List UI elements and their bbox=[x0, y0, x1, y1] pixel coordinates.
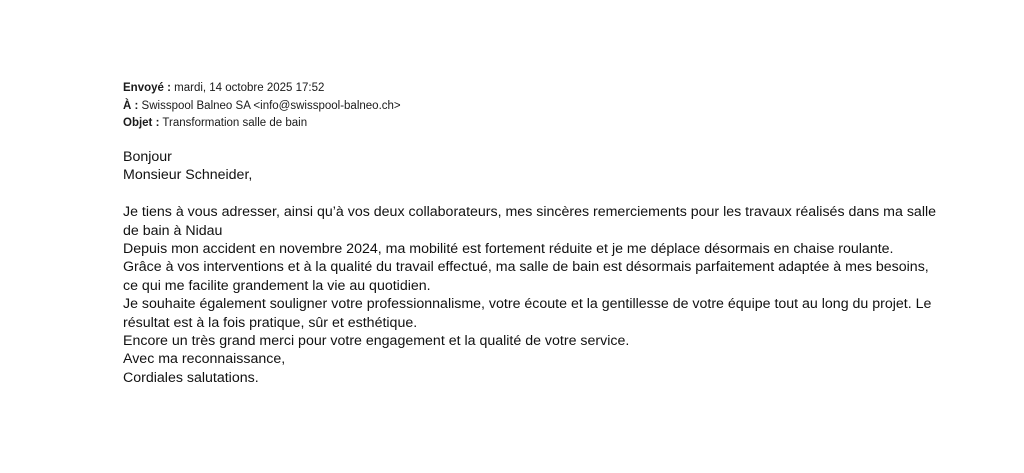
paragraph-1-line-1: Je tiens à vous adresser, ainsi qu’à vos deux collaborateurs, mes sincères remerciements pour les travaux réalisés dans ma salle bbox=[123, 204, 937, 221]
to-label: À : bbox=[123, 99, 139, 112]
sent-row bbox=[123, 80, 401, 98]
subject-row bbox=[123, 115, 401, 133]
paragraph-3-line-2: ce qui me facilite grandement la vie au quotidien. bbox=[123, 277, 431, 294]
paragraph-3-line-1: Grâce à vos interventions et à la qualité du travail effectué, ma salle de bain est désormais parfaitement adaptée à mes besoins, bbox=[123, 259, 929, 276]
subject-label: Objet : bbox=[123, 117, 160, 129]
paragraph-spacer bbox=[123, 185, 963, 203]
paragraph-4-line-2: résultat est à la fois pratique, sûr et esthétique. bbox=[123, 314, 418, 331]
closing-line-1: Avec ma reconnaissance, bbox=[123, 351, 286, 368]
closing-line-2: Cordiales salutations. bbox=[123, 369, 259, 386]
sent-value: mardi, 14 octobre 2025 17:52 bbox=[174, 82, 325, 94]
to-value: Swisspool Balneo SA <info@swisspool-balneo.ch> bbox=[141, 99, 401, 112]
subject-value: Transformation salle de bain bbox=[162, 117, 308, 129]
email-body bbox=[123, 148, 963, 387]
paragraph-5: Encore un très grand merci pour votre engagement et la qualité de votre service. bbox=[123, 333, 630, 350]
paragraph-4-line-1: Je souhaite également souligner votre professionnalisme, votre écoute et la gentillesse de votre équipe tout au long du projet. Le bbox=[123, 296, 932, 313]
paragraph-1-line-2: de bain à Nidau bbox=[123, 222, 223, 239]
sent-label: Envoyé : bbox=[123, 82, 171, 94]
to-row bbox=[123, 98, 401, 116]
paragraph-2: Depuis mon accident en novembre 2024, ma mobilité est fortement réduite et je me déplace désormais en chaise roulante. bbox=[123, 241, 894, 258]
email-header bbox=[123, 80, 401, 133]
greeting-line-2: Monsieur Schneider, bbox=[123, 167, 253, 184]
greeting-line-1: Bonjour bbox=[123, 149, 172, 165]
